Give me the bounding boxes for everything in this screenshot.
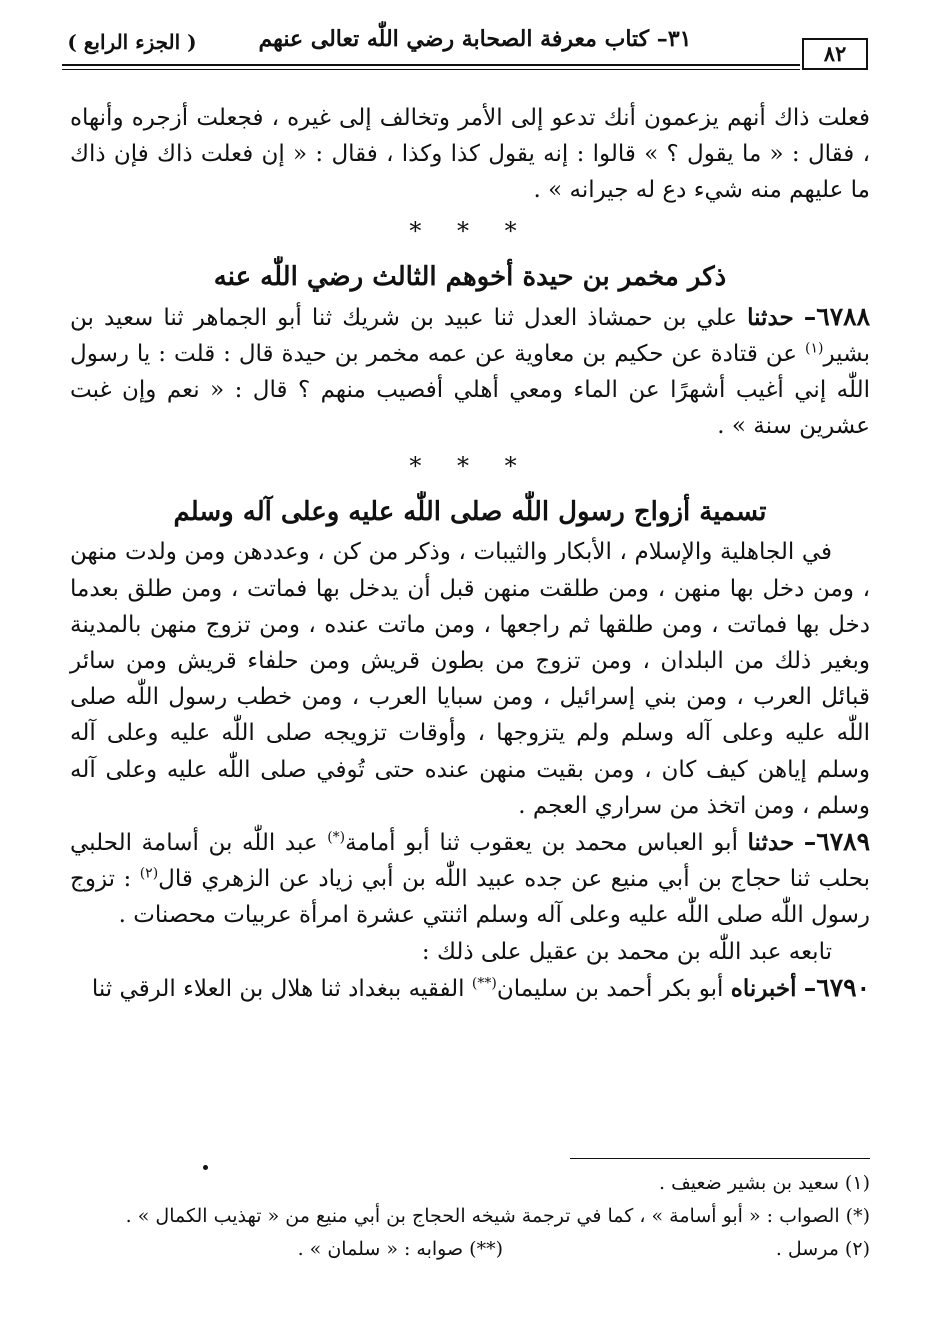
header-rule-thin [62,69,800,70]
print-speck [203,1165,208,1170]
section-intro-paragraph: في الجاهلية والإسلام ، الأبكار والثيبات ، وذكر من كن ، وعددهن ومن ولدت منهن ، ومن دخل بها منهن ، ومن طلقت منهن قبل أن يدخل بها فماتت ، ومن طلق بعدما دخل بها فماتت ، ومن طلقها ثم راجعها ، ومن ماتت عنده ، ومن تزوج منهن بالمدينة وبغير ذلك من البلدان ، ومن تزوج من بطون قريش ومن حلفاء قريش ومن سائر قبائل العرب ، ومن بني إسرائيل ، ومن سبايا العرب ، ومن خطب رسول اللّٰه صلى اللّٰه عليه وعلى آله وسلم ولم يتزوجها ، وأوقات تزويجه صلى اللّٰه عليه وعلى آله وسلم إياهن كيف كان ، ومن بقيت منهن عنده حتى تُوفي صلى اللّٰه عليه وعلى آله وسلم ، ومن اتخذ من سراري العجم . [70,539,870,819]
section-heading-mukhmir: ذكر مخمر بن حيدة أخوهم الثالث رضي اللّٰه عنه [213,261,727,292]
hadith-6790 [70,970,870,1007]
hadith-text: : تزوج رسول اللّٰه صلى اللّٰه عليه وعلى آله وسلم اثنتي عشرة امرأة عربيات محصنات . [70,866,870,929]
hadith-number: ٦٧٩٠– [803,972,870,1002]
footnote-star: (*) الصواب : « أبو أسامة » ، كما في ترجمة شيخه الحجاج بن أبي منيع من « تهذيب الكمال » . [125,1205,870,1227]
intro-paragraph: فعلت ذاك أنهم يزعمون أنك تدعو إلى الأمر وتخالف إلى غيره ، فجعلت أزجره وأنهاه ، فقال : « ما يقول ؟ » قالوا : إنه يقول كذا وكذا ، فقال : « إن فعلت ذاك فإن ذاك ما عليهم منه شيء دع له جيرانه » . [70,105,870,204]
hadith-6789 [70,824,870,934]
running-title: ٣١– كتاب معرفة الصحابة رضي اللّٰه تعالى عنهم [258,26,692,52]
hadith-6788 [70,299,870,445]
footnote-ref: (*) [327,829,346,846]
hadith-text: عبد اللّٰه بن أسامة الحلبي بحلب ثنا حجاج بن أبي منيع عن جده عبيد اللّٰه بن أبي زياد عن الزهري قال [70,830,870,893]
footnote-2: (٢) مرسل . [775,1238,870,1260]
footnote-ref: (**) [471,975,497,992]
hadith-text: عن قتادة عن حكيم بن معاوية عن عمه مخمر بن حيدة قال : قلت : يا رسول اللّٰه إني أغيب أشهرًا عن الماء ومعي أهلي أفصيب منهم ؟ قال : « نعم وإن غبت عشرين سنة » . [70,340,870,440]
header-rule [62,64,800,66]
hadith-keyword: حدثنا [747,303,794,331]
footnote-ref: (٢) [139,865,159,882]
footnote-1: (١) سعيد بن بشير ضعيف . [659,1172,870,1194]
hadith-keyword: حدثنا [747,829,795,857]
follow-line: تابعه عبد اللّٰه بن محمد بن عقيل على ذلك : [421,938,832,965]
hadith-text: أبو بكر أحمد بن سليمان [496,975,731,1002]
section-separator: * * * [409,452,531,481]
hadith-number: ٦٧٨٩– [803,827,870,857]
section-separator: * * * [409,216,531,245]
volume-label: ( الجزء الرابع ) [67,30,197,54]
footnote-double-star: (**) صوابه : « سلمان » . [297,1238,503,1260]
hadith-text: علي بن حمشاذ العدل ثنا عبيد بن شريك ثنا أبو الجماهر ثنا سعيد بن بشير [70,304,870,367]
hadith-text: الفقيه ببغداد ثنا هلال بن العلاء الرقي ثنا [91,975,472,1002]
hadith-text: أبو العباس محمد بن يعقوب ثنا أبو أمامة [345,830,748,857]
hadith-keyword: أخبرناه [730,974,797,1002]
footnote-ref: (١) [804,340,824,357]
page-number: ٨٢ [802,38,868,70]
footnote-rule [570,1158,870,1159]
page-body [70,100,870,1007]
section-heading-wives: تسمية أزواج رسول اللّٰه صلى اللّٰه عليه وعلى آله وسلم [173,497,767,528]
hadith-number: ٦٧٨٨– [803,301,870,331]
